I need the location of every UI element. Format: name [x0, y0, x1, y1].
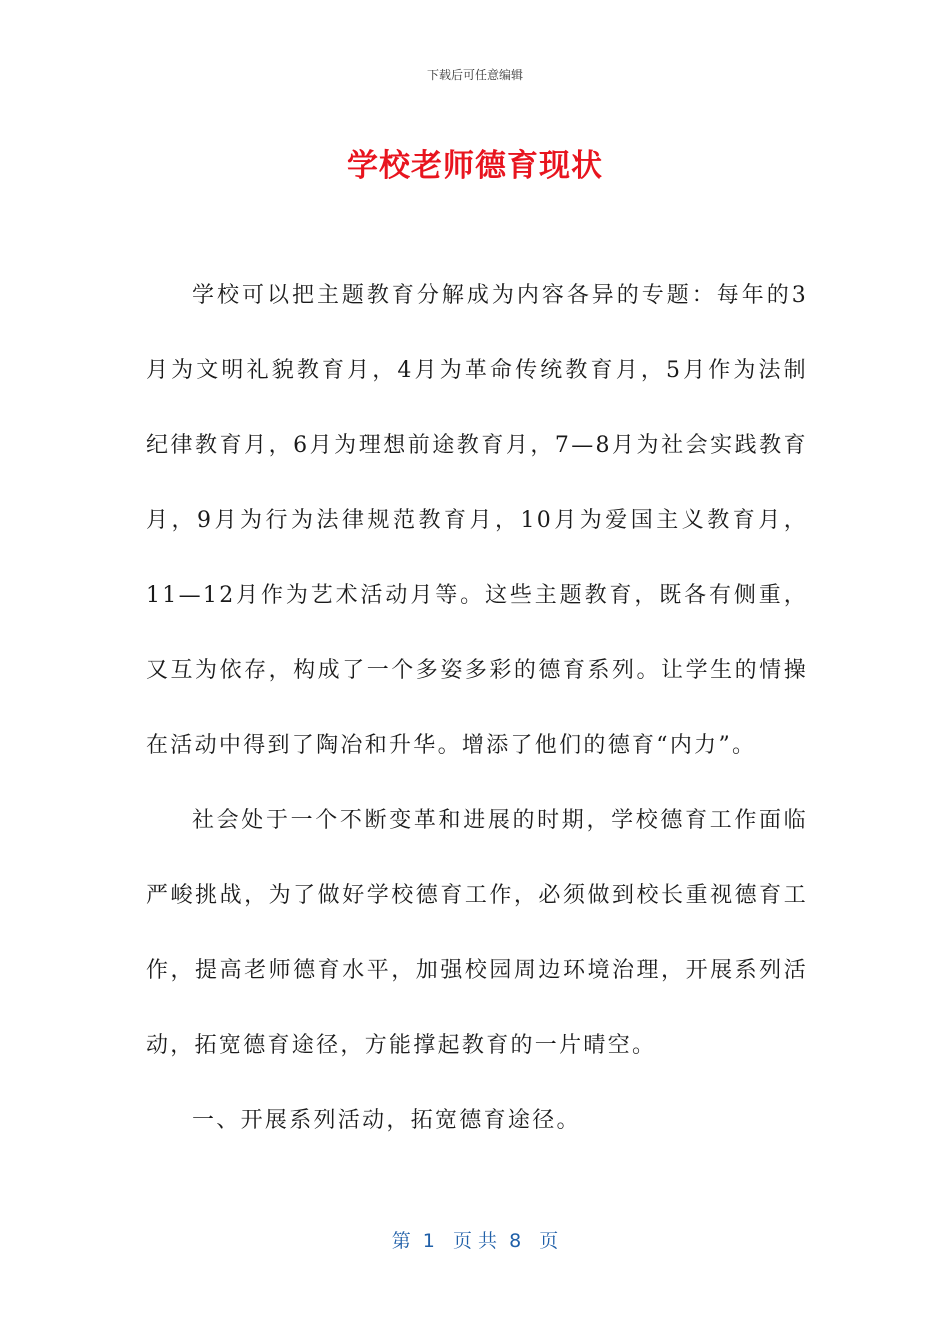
paragraph-1: 学校可以把主题教育分解成为内容各异的专题：每年的3月为文明礼貌教育月，4月为革命传统教育月，5月作为法制纪律教育月，6月为理想前途教育月，7—8月为社会实践教育月，9月为行为法律规范教育月，10月为爱国主义教育月，11—12月作为艺术活动月等。这些主题教育，既各有侧重，又互为依存，构成了一个多姿多彩的德育系列。让学生的情操在活动中得到了陶冶和升华。增添了他们的德育“内力”。 — [146, 283, 808, 758]
paragraph-2: 社会处于一个不断变革和进展的时期，学校德育工作面临严峻挑战，为了做好学校德育工作，必须做到校长重视德育工作，提高老师德育水平，加强校园周边环境治理，开展系列活动，拓宽德育途径，方能撑起教育的一片晴空。 — [146, 808, 808, 1058]
document-title: 学校老师德育现状 — [347, 148, 603, 184]
page-number-footer: 第 1 页 共 8 页 — [391, 1230, 559, 1252]
header-note: 下载后可任意编辑 — [426, 68, 523, 82]
document-body — [146, 258, 808, 1158]
paragraph-3: 一、开展系列活动，拓宽德育途径。 — [192, 1108, 581, 1133]
